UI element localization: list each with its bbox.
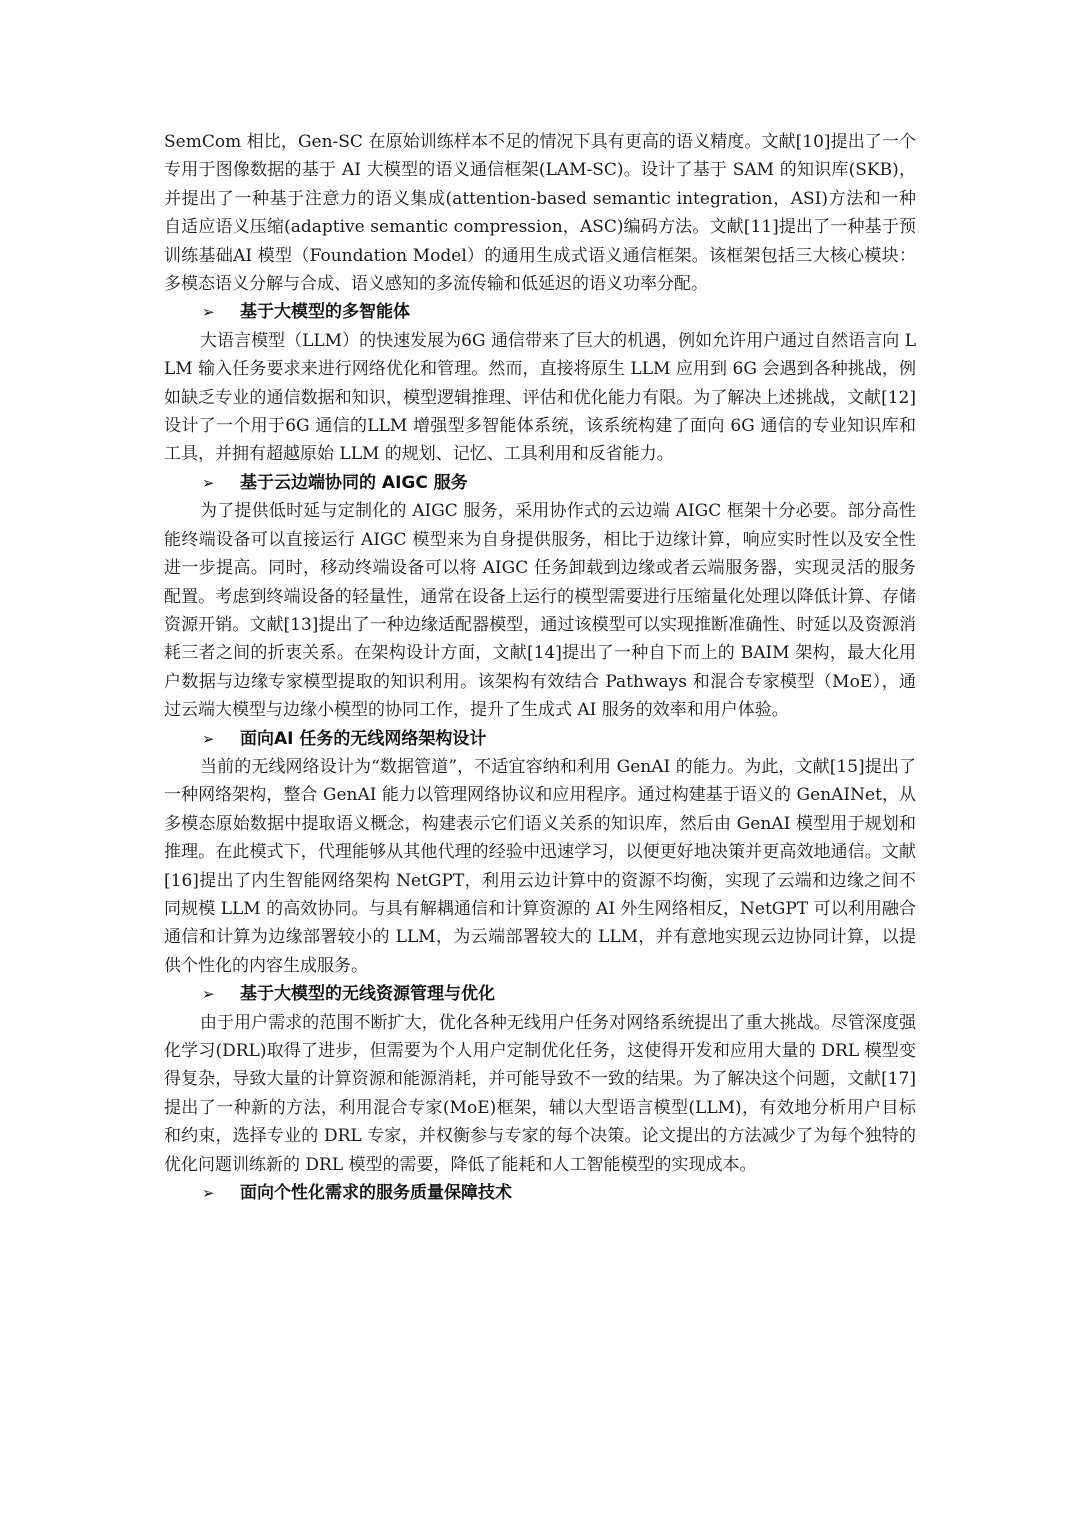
paragraph-network-architecture: 当前的无线网络设计为“数据管道”，不适宜容纳和利用 GenAI 的能力。为此，文献[15]提出了一种网络架构，整合 GenAI 能力以管理网络协议和应用程序。通过构建基于语义的 GenAINet，从多模态原始数据中提取语义概念，构建表示它们语义关系的知识库，然后由 GenAI 模型用于规划和推理。在此模式下，代理能够从其他代理的经验中迅速学习，以便更好地决策并更高效地通信。文献[16]提出了内生智能网络架构 NetGPT，利用云边计算中的资源不均衡，实现了云端和边缘之间不同规模 LLM 的高效协同。与具有解耦通信和计算资源的 AI 外生网络相反，NetGPT 可以利用融合通信和计算为边缘部署较小的 LLM，为云端部署较大的 LLM，并有意地实现云边协同计算，以提供个性化的内容生成服务。 <box>164 756 916 976</box>
section-heading-text: 面向AI 任务的无线网络架构设计 <box>240 728 487 749</box>
section-heading-network-architecture <box>164 725 916 753</box>
paragraph-intro: SemCom 相比，Gen-SC 在原始训练样本不足的情况下具有更高的语义精度。文献[10]提出了一个专用于图像数据的基于 AI 大模型的语义通信框架(LAM-SC)。设计了基于 SAM 的知识库(SKB)，并提出了一种基于注意力的语义集成(attention-based semantic integration，ASI)方法和一种自适应语义压缩(adaptive semantic compression，ASC)编码方法。文献[11]提出了一种基于预训练基础AI 模型（Foundation Model）的通用生成式语义通信框架。该框架包括三大核心模块：多模态语义分解与合成、语义感知的多流传输和低延迟的语义功率分配。 <box>164 132 916 295</box>
section-heading-text: 基于云边端协同的 AIGC 服务 <box>240 472 468 493</box>
section-heading-text: 基于大模型的多智能体 <box>240 302 410 323</box>
paragraph-aigc-service: 为了提供低时延与定制化的 AIGC 服务，采用协作式的云边端 AIGC 框架十分必要。部分高性能终端设备可以直接运行 AIGC 模型来为自身提供服务，相比于边缘计算，响应实时性以及安全性进一步提高。同时，移动终端设备可以将 AIGC 任务卸载到边缘或者云端服务器，实现灵活的服务配置。考虑到终端设备的轻量性，通常在设备上运行的模型需要进行压缩量化处理以降低计算、存储资源开销。文献[13]提出了一种边缘适配器模型，通过该模型可以实现推断准确性、时延以及资源消耗三者之间的折衷关系。在架构设计方面，文献[14]提出了一种自下而上的 BAIM 架构，最大化用户数据与边缘专家模型提取的知识利用。该架构有效结合 Pathways 和混合专家模型（MoE），通过云端大模型与边缘小模型的协同工作，提升了生成式 AI 服务的效率和用户体验。 <box>164 501 916 721</box>
section-heading-qos-guarantee <box>164 1179 916 1207</box>
arrow-bullet-icon: ➢ <box>202 303 215 322</box>
section-heading-aigc-service <box>164 469 916 497</box>
arrow-bullet-icon: ➢ <box>202 985 215 1004</box>
arrow-bullet-icon: ➢ <box>202 729 215 748</box>
section-heading-text: 面向个性化需求的服务质量保障技术 <box>240 1183 512 1204</box>
section-heading-resource-management <box>164 980 916 1008</box>
section-heading-text: 基于大模型的无线资源管理与优化 <box>240 984 495 1005</box>
arrow-bullet-icon: ➢ <box>202 1184 215 1203</box>
section-heading-multi-agent <box>164 298 916 326</box>
arrow-bullet-icon: ➢ <box>202 473 215 492</box>
document-page <box>164 128 916 1207</box>
paragraph-resource-management: 由于用户需求的范围不断扩大，优化各种无线用户任务对网络系统提出了重大挑战。尽管深度强化学习(DRL)取得了进步，但需要为个人用户定制优化任务，这使得开发和应用大量的 DRL 模型变得复杂，导致大量的计算资源和能源消耗，并可能导致不一致的结果。为了解决这个问题，文献[17]提出了一种新的方法，利用混合专家(MoE)框架，辅以大型语言模型(LLM)，有效地分析用户目标和约束，选择专业的 DRL 专家，并权衡参与专家的每个决策。论文提出的方法减少了为每个独特的优化问题训练新的 DRL 模型的需要，降低了能耗和人工智能模型的实现成本。 <box>164 1012 916 1175</box>
paragraph-multi-agent: 大语言模型（LLM）的快速发展为6G 通信带来了巨大的机遇，例如允许用户通过自然语言向 LLM 输入任务要求来进行网络优化和管理。然而，直接将原生 LLM 应用到 6G 会遇到各种挑战，例如缺乏专业的通信数据和知识，模型逻辑推理、评估和优化能力有限。为了解决上述挑战，文献[12]设计了一个用于6G 通信的LLM 增强型多智能体系统，该系统构建了面向 6G 通信的专业知识库和工具，并拥有超越原始 LLM 的规划、记忆、工具利用和反省能力。 <box>164 330 916 465</box>
